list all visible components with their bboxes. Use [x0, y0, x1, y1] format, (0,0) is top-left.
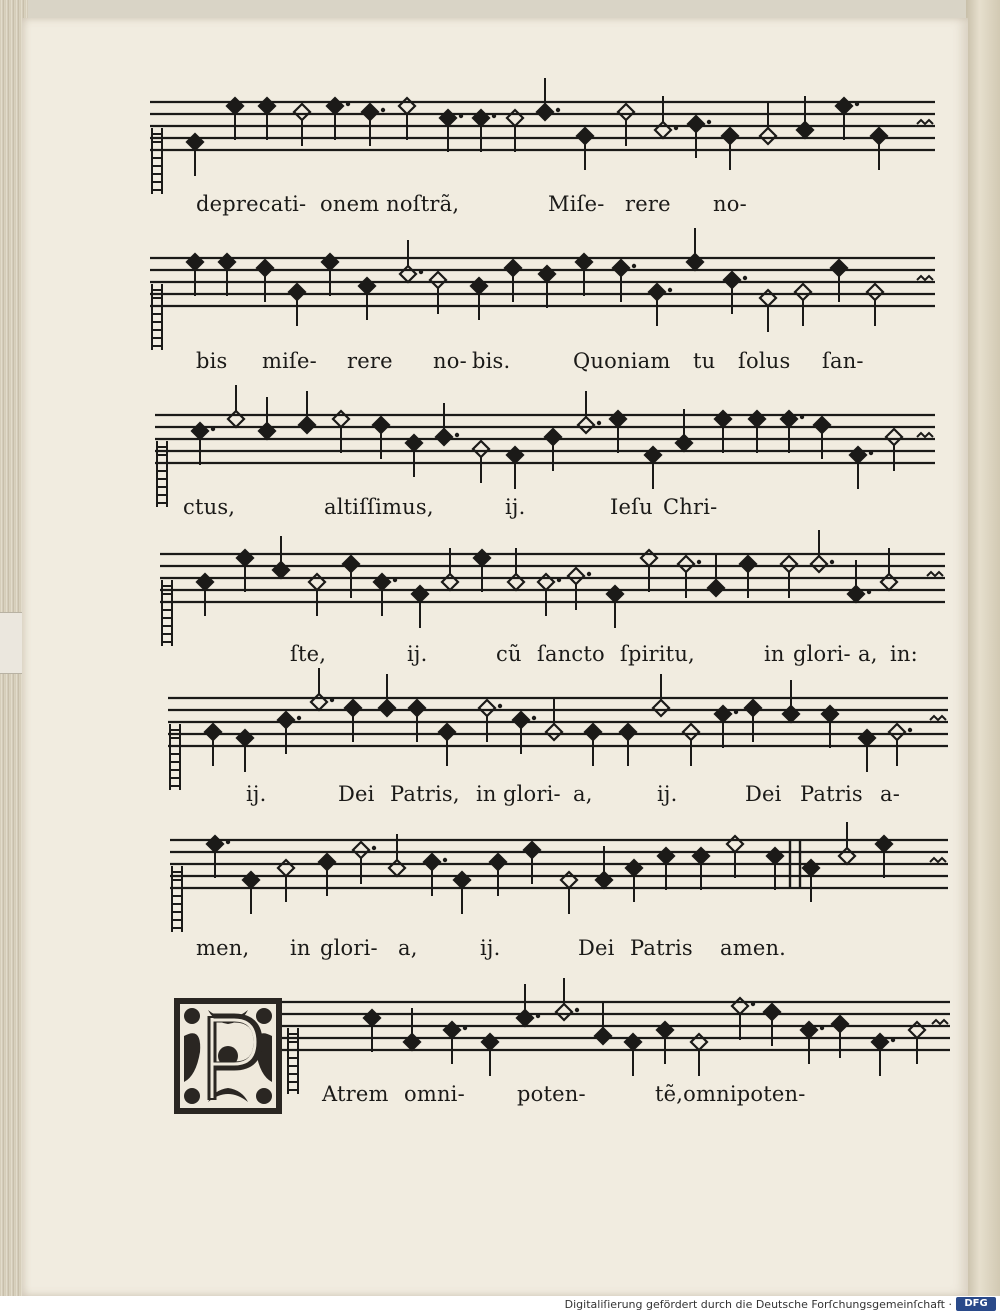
- lyric-syllable: miſe-: [262, 349, 317, 373]
- lyric-syllable: tu: [693, 349, 716, 373]
- note: [444, 1022, 467, 1064]
- lyric-syllable: Miſe-: [548, 192, 605, 216]
- lyric-syllable: in: [476, 782, 497, 806]
- lyric-syllable: cũ: [496, 642, 522, 666]
- lyric-syllable: rere: [347, 349, 393, 373]
- note: [872, 1034, 895, 1076]
- lyric-syllable: in: [290, 936, 311, 960]
- lyric-syllable: Dei: [338, 782, 375, 806]
- lyric-syllable: in: [764, 642, 785, 666]
- note: [732, 998, 755, 1040]
- note: [595, 1002, 611, 1044]
- lyric-syllable: Atrem: [322, 1082, 389, 1106]
- lyric-syllable: Quoniam: [573, 349, 671, 373]
- note: [909, 1022, 925, 1064]
- note: [482, 1034, 498, 1076]
- lyric-syllable: ij.: [407, 642, 428, 666]
- footer-credit-text: Digitaliſierung gefördert durch die Deutsche Forſchungsgemeinſchaft: [564, 1298, 945, 1311]
- lyric-syllable: ij.: [657, 782, 678, 806]
- lyric-syllable: Chri-: [663, 495, 718, 519]
- note: [517, 984, 540, 1026]
- lyric-syllable: bis: [196, 349, 228, 373]
- lyric-syllable: glori-: [320, 936, 378, 960]
- footer-separator: ·: [948, 1298, 952, 1311]
- note: [625, 1034, 641, 1076]
- lyric-syllable: Ieſu: [610, 495, 653, 519]
- lyric-syllable: a,: [398, 936, 418, 960]
- lyric-syllable: Patris: [800, 782, 863, 806]
- lyric-syllable: Patris,: [390, 782, 460, 806]
- lyric-syllable: ij.: [505, 495, 526, 519]
- lyric-syllable: onem noſtrã,: [320, 192, 460, 216]
- decorated-initial-p-icon: [172, 996, 284, 1116]
- lyric-syllable: no-: [433, 349, 467, 373]
- lyric-syllable: tẽ,omnipoten-: [655, 1082, 806, 1106]
- lyric-syllable: amen.: [720, 936, 787, 960]
- lyric-syllable: Dei: [578, 936, 615, 960]
- lyric-syllable: poten-: [517, 1082, 586, 1106]
- lyric-syllable: a,: [858, 642, 878, 666]
- lyric-syllable: ij.: [480, 936, 501, 960]
- lyric-syllable: ſolus: [738, 349, 791, 373]
- lyric-syllable: glori-: [793, 642, 851, 666]
- lyric-syllable: men,: [196, 936, 250, 960]
- note: [801, 1022, 824, 1064]
- note: [691, 1034, 707, 1076]
- lyric-syllable: ſte,: [290, 642, 327, 666]
- lyric-syllable: ſancto: [537, 642, 605, 666]
- lyric-syllable: rere: [625, 192, 671, 216]
- lyric-syllable: Dei: [745, 782, 782, 806]
- note: [657, 1022, 673, 1064]
- lyric-syllable: altiſſimus,: [324, 495, 434, 519]
- dfg-logo[interactable]: DFG: [956, 1297, 996, 1311]
- lyric-syllable: deprecati-: [196, 192, 307, 216]
- lyric-syllable: ctus,: [183, 495, 236, 519]
- lyric-syllable: ſan-: [822, 349, 864, 373]
- lyric-syllable: Patris: [630, 936, 693, 960]
- custos-icon: [932, 1020, 948, 1024]
- lyric-syllable: in:: [890, 642, 918, 666]
- lyric-syllable: ij.: [246, 782, 267, 806]
- note: [364, 1010, 380, 1052]
- lyric-syllable: a-: [880, 782, 901, 806]
- footer-credit: [565, 1298, 952, 1311]
- lyric-syllable: ſpiritu,: [620, 642, 695, 666]
- lyric-syllable: no-: [713, 192, 747, 216]
- lyric-syllable: a,: [573, 782, 593, 806]
- lyric-syllable: omni-: [404, 1082, 465, 1106]
- lyric-syllable: glori-: [503, 782, 561, 806]
- lyric-syllable: bis.: [472, 349, 511, 373]
